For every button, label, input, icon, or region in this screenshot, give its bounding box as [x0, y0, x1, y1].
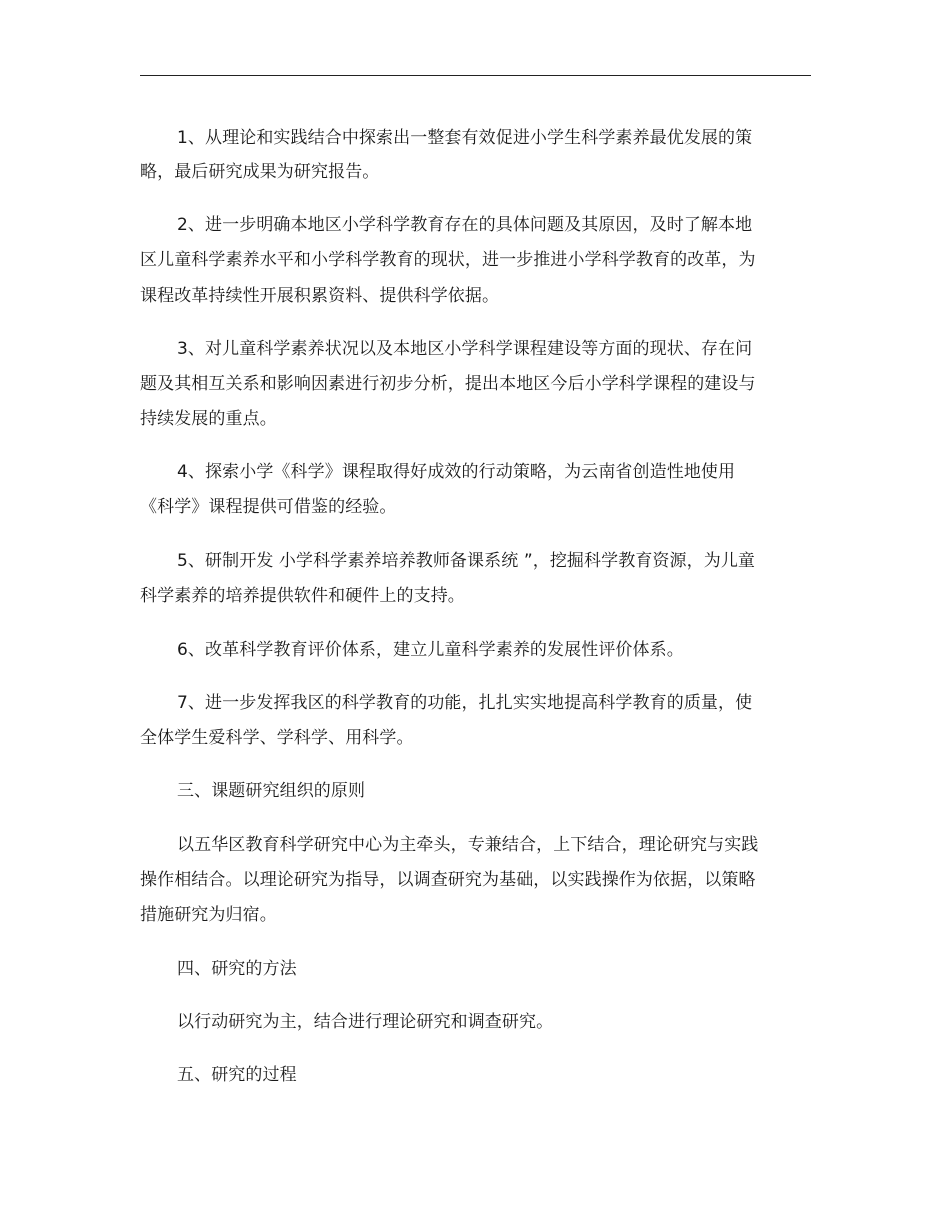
principles-line-3: 措施研究为归宿。	[140, 905, 277, 925]
paragraph-6-line-1: 6、改革科学教育评价体系，建立儿童科学素养的发展性评价体系。	[177, 640, 684, 660]
principles-line-1: 以五华区教育科学研究中心为主牵头，专兼结合，上下结合，理论研究与实践	[177, 835, 759, 855]
paragraph-1-line-2: 略，最后研究成果为研究报告。	[140, 162, 380, 182]
section-heading-process: 五、研究的过程	[177, 1065, 297, 1085]
paragraph-5-line-1: 5、研制开发 小学科学素养培养教师备课系统 ”，挖掘科学教育资源，为儿童	[177, 551, 756, 571]
paragraph-3-line-1: 3、对儿童科学素养状况以及本地区小学科学课程建设等方面的现状、存在问	[177, 339, 753, 359]
paragraph-4-line-1: 4、探索小学《科学》课程取得好成效的行动策略，为云南省创造性地使用	[177, 462, 736, 482]
top-rule	[140, 75, 811, 76]
paragraph-7-line-2: 全体学生爱科学、学科学、用科学。	[140, 728, 414, 748]
paragraph-3-line-2: 题及其相互关系和影响因素进行初步分析，提出本地区今后小学科学课程的建设与	[140, 374, 756, 394]
section-heading-principles: 三、课题研究组织的原则	[177, 781, 366, 801]
paragraph-7-line-1: 7、进一步发挥我区的科学教育的功能，扎扎实实地提高科学教育的质量，使	[177, 693, 753, 713]
paragraph-3-line-3: 持续发展的重点。	[140, 409, 277, 429]
methods-line-1: 以行动研究为主，结合进行理论研究和调查研究。	[177, 1012, 554, 1032]
paragraph-1-line-1: 1、从理论和实践结合中探索出一整套有效促进小学生科学素养最优发展的策	[177, 128, 753, 148]
paragraph-2-line-1: 2、进一步明确本地区小学科学教育存在的具体问题及其原因，及时了解本地	[177, 215, 753, 235]
paragraph-2-line-3: 课程改革持续性开展积累资料、提供科学依据。	[140, 286, 500, 306]
principles-line-2: 操作相结合。以理论研究为指导，以调查研究为基础，以实践操作为依据，以策略	[140, 870, 756, 890]
paragraph-4-line-2: 《科学》课程提供可借鉴的经验。	[140, 497, 397, 517]
section-heading-methods: 四、研究的方法	[177, 959, 297, 979]
paragraph-5-line-2: 科学素养的培养提供软件和硬件上的支持。	[140, 586, 465, 606]
paragraph-2-line-2: 区儿童科学素养水平和小学科学教育的现状，进一步推进小学科学教育的改革，为	[140, 250, 756, 270]
